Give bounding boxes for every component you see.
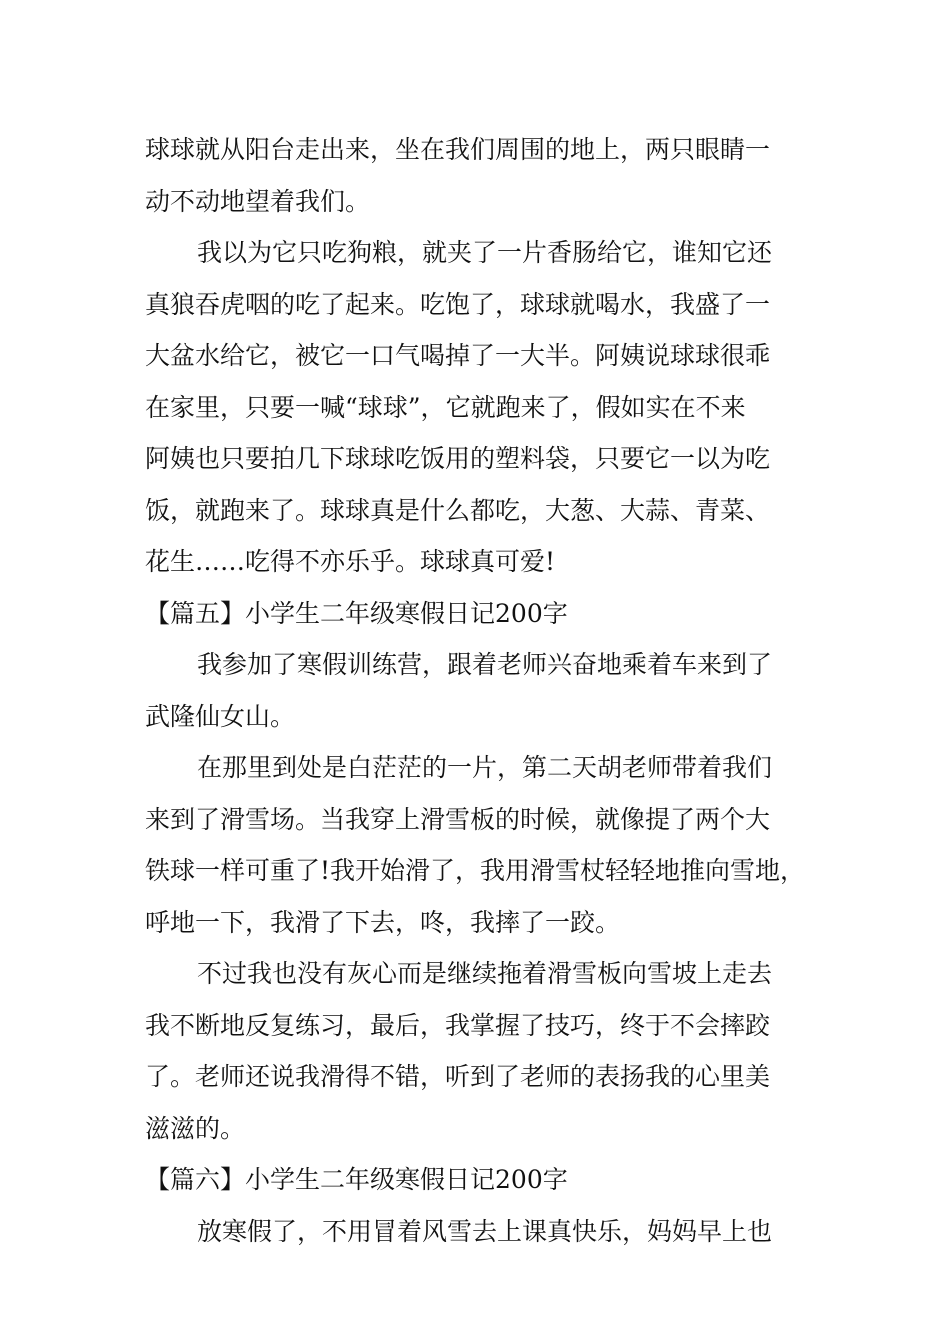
text-line: 阿姨也只要拍几下球球吃饭用的塑料袋，只要它一以为吃: [145, 444, 771, 473]
text-line: 滋滋的。: [145, 1113, 246, 1143]
text-line: 我参加了寒假训练营，跟着老师兴奋地乘着车来到了: [197, 650, 773, 679]
text-line: 饭，就跑来了。球球真是什么都吃，大葱、大蒜、青菜、: [145, 495, 771, 525]
text-line: 球球就从阳台走出来，坐在我们周围的地上，两只眼睛一: [145, 135, 771, 164]
text-line: 放寒假了，不用冒着风雪去上课真快乐，妈妈早上也: [197, 1216, 773, 1246]
text-line: 大盆水给它，被它一口气喝掉了一大半。阿姨说球球很乖: [145, 341, 771, 370]
section-heading: 【篇六】小学生二年级寒假日记200字: [145, 1165, 568, 1194]
text-line: 了。老师还说我滑得不错，听到了老师的表扬我的心里美: [145, 1062, 771, 1091]
text-line: 铁球一样可重了!我开始滑了，我用滑雪杖轻轻地推向雪地，: [145, 856, 806, 885]
section-heading: 【篇五】小学生二年级寒假日记200字: [145, 598, 568, 628]
text-line: 真狼吞虎咽的吃了起来。吃饱了，球球就喝水，我盛了一: [145, 289, 771, 319]
text-line: 我以为它只吃狗粮，就夹了一片香肠给它，谁知它还: [197, 238, 773, 267]
text-line: 来到了滑雪场。当我穿上滑雪板的时候，就像提了两个大: [145, 804, 771, 834]
text-line: 动不动地望着我们。: [145, 186, 371, 216]
text-line: 我不断地反复练习，最后，我掌握了技巧，终于不会摔跤: [145, 1010, 771, 1040]
text-line: 花生……吃得不亦乐乎。球球真可爱!: [145, 547, 556, 576]
text-line: 在家里，只要一喊“球球”，它就跑来了，假如实在不来: [145, 392, 746, 422]
text-line: 武隆仙女山。: [145, 701, 296, 731]
text-line: 呼地一下，我滑了下去，咚，我摔了一跤。: [145, 907, 621, 937]
text-line: 不过我也没有灰心而是继续拖着滑雪板向雪坡上走去: [197, 959, 773, 988]
text-line: 在那里到处是白茫茫的一片，第二天胡老师带着我们: [197, 753, 773, 782]
document-body: [145, 124, 815, 1257]
